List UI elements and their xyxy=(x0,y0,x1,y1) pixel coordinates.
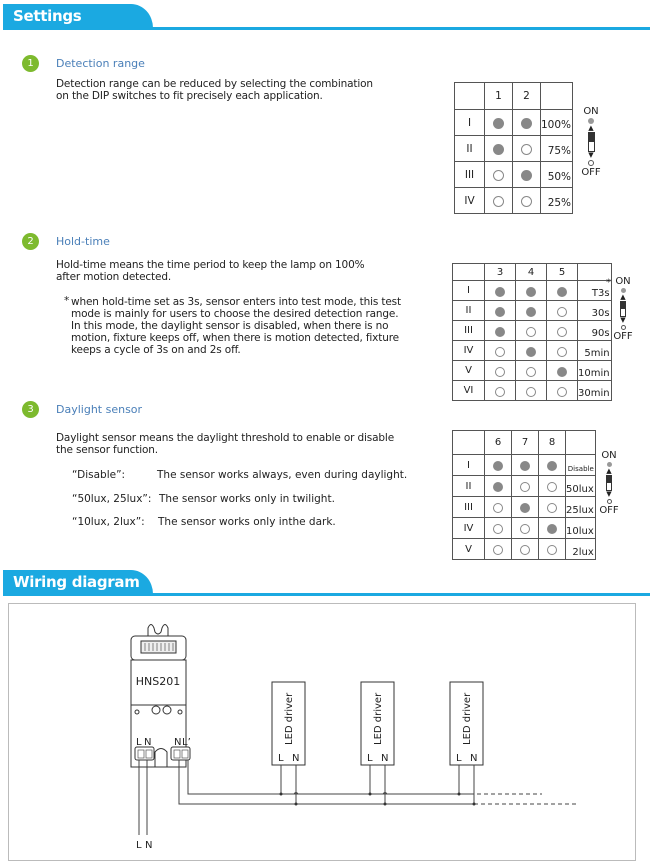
supply-wires xyxy=(139,760,147,835)
step-badge-2: 2 xyxy=(22,233,39,250)
dip-row-label: I xyxy=(453,281,485,301)
note-asterisk: * xyxy=(64,295,70,307)
dip-column-header: 4 xyxy=(516,264,547,281)
bus-wires xyxy=(179,760,474,804)
lens-left-icon xyxy=(152,706,160,714)
mode-desc: The sensor works only inthe dark. xyxy=(158,516,336,528)
dip-row-label: III xyxy=(453,497,485,518)
dip-row-label: II xyxy=(455,136,485,162)
switch-off-label: OFF xyxy=(613,331,633,342)
screw-left-icon xyxy=(135,710,139,714)
driver-n-label: N xyxy=(292,753,300,764)
dip-switch-block xyxy=(141,641,176,653)
arrow-up-icon: ▲ xyxy=(620,293,626,301)
dip-row-label: I xyxy=(455,110,485,136)
led-driver-label: LED driver xyxy=(284,692,295,745)
detection-range-text: Detection range can be reduced by selecting the combination on the DIP switches to fit precisely each application. xyxy=(56,78,373,102)
dip-column-header: 7 xyxy=(512,431,539,455)
lens-right-icon xyxy=(163,706,171,714)
dip-value-text: 30s xyxy=(591,308,610,319)
dip-row-label: V xyxy=(453,539,485,560)
arrow-down-icon: ▼ xyxy=(588,151,594,159)
sensor-model-label: HNS201 xyxy=(135,675,181,688)
settings-title: Settings xyxy=(13,7,82,25)
dip-value-text: 100% xyxy=(541,119,572,131)
step-badge-3: 3 xyxy=(22,401,39,418)
step-badge-1: 1 xyxy=(22,55,39,72)
daylight-sensor-text: Daylight sensor means the daylight threshold to enable or disable the sensor function. xyxy=(56,432,395,456)
dip-value-text: 25% xyxy=(547,197,572,209)
dip-value-text: 10lux xyxy=(566,525,594,537)
switch-off-label: OFF xyxy=(599,505,619,516)
dip-value-text: 30min xyxy=(578,388,610,399)
dip-value-text: 90s xyxy=(591,328,610,339)
dip-value-text: 75% xyxy=(547,145,572,157)
dip-column-header: 6 xyxy=(485,431,512,455)
driver-n-label: N xyxy=(381,753,389,764)
test-mode-asterisk: * xyxy=(606,278,611,288)
dip-row-label: IV xyxy=(453,341,485,361)
dip-row-label: V xyxy=(453,361,485,381)
hold-time-note-text: when hold-time set as 3s, sensor enters into test mode, this test mode is mainly for users to choose the desired detection range. In this mode, the daylight sensor is disabled, when there is no motion, fixture keeps off, when there is motion detected, fixture keeps a cycle of 3s on and 2s off. xyxy=(71,296,401,356)
sensor-out-n-label: N xyxy=(174,737,182,748)
dip-value-text: 5min xyxy=(584,348,610,359)
arrow-up-icon: ▲ xyxy=(588,124,594,132)
mode-desc: The sensor works always, even during daylight. xyxy=(157,469,408,481)
switch-on-label: ON xyxy=(601,450,617,461)
dip-column-header: 1 xyxy=(485,83,513,110)
dip-row-label: II xyxy=(453,301,485,321)
dip-value-text: 25lux xyxy=(566,504,594,516)
dip-row-label: IV xyxy=(455,188,485,214)
daylight-sensor-title: Daylight sensor xyxy=(56,403,143,416)
dip-column-header: 5 xyxy=(547,264,578,281)
dip-value-text: Disable xyxy=(567,464,594,473)
dip-column-header: 2 xyxy=(513,83,541,110)
dip-value-text: 10min xyxy=(578,368,610,379)
wiring-title: Wiring diagram xyxy=(13,573,140,591)
hold-time-title: Hold-time xyxy=(56,235,110,248)
dip-row-label: IV xyxy=(453,518,485,539)
sensor-in-n-label: N xyxy=(144,737,152,748)
led-driver-label: LED driver xyxy=(462,692,473,745)
hold-time-text: Hold-time means the time period to keep the lamp on 100% after motion detected. xyxy=(56,259,365,283)
dip-column-header: 8 xyxy=(539,431,566,455)
driver-l-label: L xyxy=(367,753,373,764)
driver-n-label: N xyxy=(470,753,478,764)
screw-right-icon xyxy=(178,710,182,714)
dip-value-text: 50lux xyxy=(566,483,594,495)
sensor-in-l-label: L xyxy=(136,737,142,748)
dip-value-text: 50% xyxy=(547,171,572,183)
dip-row-label: III xyxy=(455,162,485,188)
mode-key: “50lux, 25lux”: xyxy=(72,493,152,505)
led-driver-label: LED driver xyxy=(373,692,384,745)
mode-key: “10lux, 2lux”: xyxy=(72,516,145,528)
switch-on-label: ON xyxy=(583,106,599,117)
supply-l-label: L xyxy=(136,840,142,851)
dip-value-text: 2lux xyxy=(572,546,594,558)
dip-column-header: 3 xyxy=(485,264,516,281)
dip-row-label: III xyxy=(453,321,485,341)
mode-key: “Disable”: xyxy=(72,469,126,481)
dip-row-label: II xyxy=(453,476,485,497)
sensor-out-l-label: L’ xyxy=(182,737,191,748)
supply-n-label: N xyxy=(145,840,153,851)
detection-range-title: Detection range xyxy=(56,57,145,70)
arrow-up-icon: ▲ xyxy=(606,467,612,475)
driver-l-label: L xyxy=(456,753,462,764)
dip-row-label: VI xyxy=(453,381,485,401)
arrow-down-icon: ▼ xyxy=(620,316,626,324)
bus-extension-dashed xyxy=(470,794,578,804)
dip-value-text: T3s xyxy=(591,288,610,299)
dip-row-label: I xyxy=(453,455,485,476)
arrow-down-icon: ▼ xyxy=(606,490,612,498)
driver-l-label: L xyxy=(278,753,284,764)
switch-on-label: ON xyxy=(615,276,631,287)
switch-off-label: OFF xyxy=(581,167,601,178)
mode-desc: The sensor works only in twilight. xyxy=(159,493,335,505)
